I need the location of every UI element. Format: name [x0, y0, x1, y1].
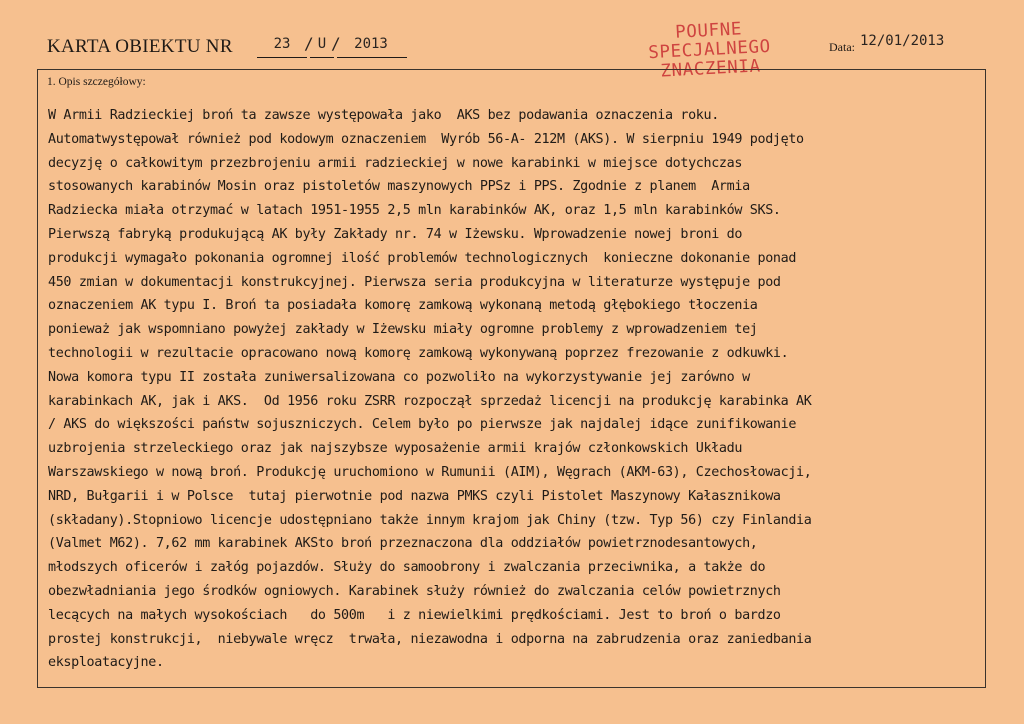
description-line: prostej konstrukcji, niebywale wręcz trwała, niezawodna i odporna na zabrudzenia oraz zaniedbania: [48, 631, 812, 647]
description-line: eksploatacyjne.: [48, 655, 164, 671]
description-line: / AKS do większości państw sojuszniczych. Celem było po pierwsze jak najdalej idące zunifikowanie: [48, 417, 797, 433]
card-title: KARTA OBIEKTU NR: [47, 36, 233, 57]
object-number-underline-1: [257, 57, 307, 58]
description-line: Radziecka miała otrzymać w latach 1951-1955 2,5 mln karabinków AK, oraz 1,5 mln karabinków SKS.: [48, 203, 781, 219]
stamp-line-2: SPECJALNEGO: [647, 36, 772, 64]
description-line: technologii w rezultacie opracowano nową komorę zamkową wykonywaną poprzez frezowanie z odkuwki.: [48, 345, 789, 361]
description-line: obezwładniania jego środków ogniowych. Karabinek służy również do zwalczania celów powietrznych: [48, 583, 781, 599]
description-line: uzbrojenia strzeleckiego oraz jak najszybsze wyposażenie armii krajów członkowskich Układu: [48, 441, 743, 457]
object-number-underline-3: [337, 57, 407, 58]
description-line: Pierwszą fabryką produkującą AK były Zakłady nr. 74 w Iżewsku. Wprowadzenie nowej broni do: [48, 226, 743, 242]
description-line: Automatwystępował również pod kodowym oznaczeniem Wyrób 56-A- 212M (AKS). W sierpniu 1949 podjęto: [48, 131, 804, 147]
description-line: Warszawskiego w nową broń. Produkcję uruchomiono w Rumunii (AIM), Węgrach (AKM-63), Czechosłowacji,: [48, 464, 812, 480]
description-line: ponieważ jak wspomniano powyżej zakłady w Iżewsku miały ogromne problemy z wprowadzeniem tej: [48, 322, 758, 338]
number-separator: /: [331, 34, 341, 53]
description-line: Nowa komora typu II została zuniwersalizowana co pozwoliło na wykorzystywanie jej zarówno w: [48, 369, 750, 385]
description-line: (składany).Stopniowo licencje udostępniano także innym krajom jak Chiny (tzw. Typ 56) czy Finlandia: [48, 512, 812, 528]
description-line: produkcji wymagało pokonania ogromnej ilość problemów technologicznych konieczne dokonanie ponad: [48, 250, 797, 266]
description-line: młodszych oficerów i załóg pojazdów. Służy do samoobrony i zwalczania przeciwnika, a także do: [48, 560, 766, 576]
description-line: NRD, Bułgarii i w Polsce tutaj pierwotnie pod nazwa PMKS czyli Pistolet Maszynowy Kałasznikowa: [48, 488, 781, 504]
description-line: lecących na małych wysokościach do 500m i z niewielkimi prędkościami. Jest to broń o bardzo: [48, 607, 781, 623]
section-label: 1. Opis szczegółowy:: [47, 76, 146, 88]
object-number-part-1: 23: [273, 36, 291, 52]
description-body: [48, 104, 988, 675]
stamp-line-1: POUFNE: [674, 19, 743, 43]
object-number-part-2: U: [317, 36, 327, 52]
date-label: Data:: [829, 40, 855, 54]
description-line: decyzję o całkowitym przezbrojeniu armii radzieckiej w nowe karabinki w miejsce dotychczas: [48, 155, 743, 171]
description-line: 450 zmian w dokumentacji konstrukcyjnej. Pierwsza seria produkcyjna w literaturze występuje pod: [48, 274, 781, 290]
date-value: 12/01/2013: [860, 33, 945, 49]
description-line: oznaczeniem AK typu I. Broń ta posiadała komorę zamkową wykonaną metodą głębokiego tłoczenia: [48, 298, 758, 314]
description-line: (Valmet M62). 7,62 mm karabinek AKSto broń przeznaczona dla oddziałów powietrznodesantowych,: [48, 536, 758, 552]
stamp-line-3: ZNACZENIA: [659, 56, 762, 82]
description-line: W Armii Radzieckiej broń ta zawsze występowała jako AKS bez podawania oznaczenia roku.: [48, 108, 719, 123]
description-line: karabinkach AK, jak i AKS. Od 1956 roku ZSRR rozpoczął sprzedaż licencji na produkcję karabinka AK: [48, 393, 812, 409]
object-number-part-3: 2013: [354, 36, 388, 52]
object-number-underline-2: [310, 57, 334, 58]
description-line: stosowanych karabinów Mosin oraz pistoletów maszynowych PPSz i PPS. Zgodnie z planem Armia: [48, 179, 750, 195]
number-separator: /: [304, 34, 314, 53]
